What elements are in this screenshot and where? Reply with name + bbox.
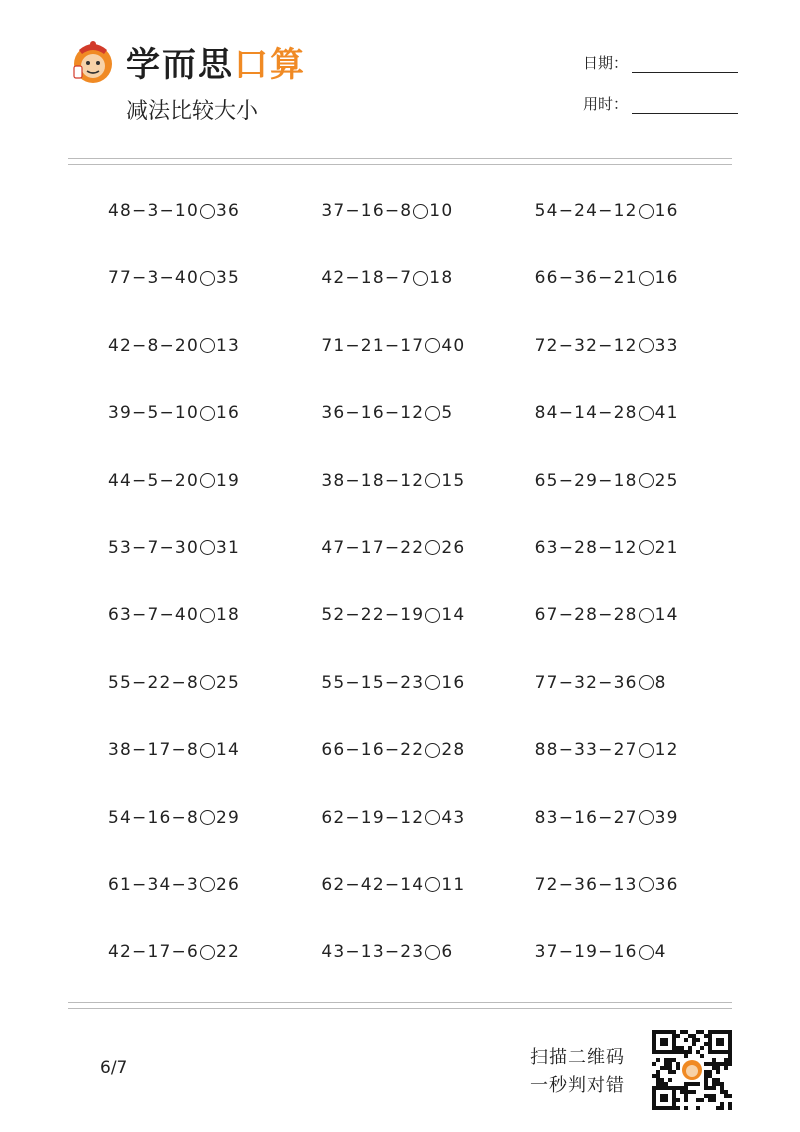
answer-circle[interactable] [639, 473, 654, 488]
answer-circle[interactable] [413, 204, 428, 219]
brand-main: 学而思 [126, 44, 234, 85]
problem-item [321, 535, 534, 561]
problem-expression: 54−24−12 [534, 201, 638, 221]
answer-circle[interactable] [200, 877, 215, 892]
answer-circle[interactable] [200, 204, 215, 219]
problem-item [321, 468, 534, 494]
problem-compare-value: 10 [429, 201, 454, 221]
answer-circle[interactable] [639, 675, 654, 690]
answer-circle[interactable] [425, 338, 440, 353]
answer-circle[interactable] [200, 945, 215, 960]
problem-item [108, 939, 321, 965]
problem-item [535, 400, 748, 426]
problem-item [321, 198, 534, 224]
problem-expression: 83−16−27 [534, 807, 638, 828]
answer-circle[interactable] [413, 271, 428, 286]
problem-item [108, 400, 321, 426]
answer-circle[interactable] [425, 540, 440, 555]
problem-expression: 66−36−21 [534, 268, 638, 289]
problem-item [535, 872, 748, 898]
problem-compare-value: 39 [654, 807, 679, 828]
problem-compare-value: 14 [654, 605, 679, 626]
problem-item [535, 468, 748, 494]
problem-compare-value: 36 [215, 201, 241, 221]
problem-item [108, 265, 321, 291]
answer-circle[interactable] [425, 406, 440, 421]
problem-expression: 42−18−7 [321, 268, 413, 289]
problem-row [108, 670, 748, 737]
problem-compare-value: 26 [441, 537, 466, 558]
bottom-divider [68, 1002, 732, 1009]
problem-row [108, 737, 748, 804]
qr-code-icon[interactable] [652, 1030, 732, 1110]
problem-row [108, 198, 748, 265]
logo [68, 36, 306, 86]
problem-compare-value: 41 [654, 403, 679, 424]
answer-circle[interactable] [425, 675, 440, 690]
problem-row [108, 535, 748, 602]
problem-item [108, 198, 321, 224]
problem-expression: 84−14−28 [534, 403, 638, 424]
problem-row [108, 333, 748, 400]
problem-expression: 63−28−12 [534, 537, 638, 558]
problem-compare-value: 11 [441, 874, 466, 895]
problem-compare-value: 40 [441, 335, 466, 356]
problem-item [535, 535, 748, 561]
date-blank[interactable] [632, 56, 738, 73]
problem-item [321, 939, 534, 965]
problem-expression: 62−42−14 [321, 874, 425, 895]
problem-expression: 52−22−19 [321, 605, 425, 626]
problem-expression: 36−16−12 [321, 403, 425, 424]
problem-item [535, 670, 748, 696]
worksheet-title: 减法比较大小 [126, 99, 259, 124]
answer-circle[interactable] [639, 204, 654, 219]
answer-circle[interactable] [425, 473, 440, 488]
problem-expression: 65−29−18 [534, 470, 638, 491]
problem-compare-value: 28 [441, 740, 466, 761]
problem-expression: 42−17−6 [108, 942, 199, 963]
problem-compare-value: 19 [215, 470, 241, 491]
problem-expression: 88−33−27 [534, 740, 638, 761]
scan-instruction [530, 1044, 625, 1100]
problem-expression: 71−21−17 [321, 335, 425, 356]
problem-item [321, 670, 534, 696]
answer-circle[interactable] [639, 877, 654, 892]
problem-expression: 47−17−22 [321, 537, 425, 558]
problem-grid [108, 198, 748, 1007]
answer-circle[interactable] [425, 877, 440, 892]
problem-expression: 62−19−12 [321, 807, 425, 828]
problem-item [535, 737, 748, 763]
problem-compare-value: 14 [215, 740, 241, 761]
problem-item [108, 737, 321, 763]
problem-compare-value: 25 [654, 470, 679, 491]
problem-expression: 37−16−8 [321, 201, 413, 221]
time-field [583, 93, 738, 114]
problem-item [321, 805, 534, 831]
problem-compare-value: 13 [215, 335, 241, 356]
problem-item [108, 602, 321, 628]
problem-row [108, 265, 748, 332]
problem-expression: 54−16−8 [108, 807, 199, 828]
top-divider [68, 158, 732, 165]
problem-expression: 39−5−10 [108, 403, 199, 424]
problem-item [535, 602, 748, 628]
answer-circle[interactable] [639, 743, 654, 758]
brand-title [126, 37, 306, 86]
problem-item [535, 265, 748, 291]
scan-line-1: 扫描二维码 [530, 1047, 625, 1068]
problem-compare-value: 18 [215, 605, 241, 626]
problem-compare-value: 33 [654, 335, 679, 356]
problem-item [321, 333, 534, 359]
problem-expression: 43−13−23 [321, 942, 425, 963]
scan-line-2: 一秒判对错 [530, 1075, 625, 1096]
date-label: 日期： [583, 54, 629, 72]
answer-circle[interactable] [639, 338, 654, 353]
problem-expression: 77−32−36 [534, 672, 638, 693]
answer-circle[interactable] [200, 810, 215, 825]
problem-compare-value: 43 [441, 807, 466, 828]
answer-circle[interactable] [639, 406, 654, 421]
problem-expression: 72−32−12 [534, 335, 638, 356]
problem-expression: 53−7−30 [108, 537, 199, 558]
problem-row [108, 939, 748, 1006]
problem-item [321, 737, 534, 763]
problem-compare-value: 12 [654, 740, 679, 761]
answer-circle[interactable] [200, 608, 215, 623]
problem-expression: 77−3−40 [108, 268, 199, 289]
problem-compare-value: 8 [654, 672, 667, 693]
answer-circle[interactable] [639, 945, 654, 960]
problem-expression: 67−28−28 [534, 605, 638, 626]
monkey-mascot-icon [68, 36, 118, 86]
problem-expression: 55−15−23 [321, 672, 425, 693]
problem-compare-value: 18 [429, 268, 454, 289]
problem-compare-value: 31 [215, 537, 241, 558]
problem-row [108, 872, 748, 939]
problem-item [321, 602, 534, 628]
problem-compare-value: 6 [441, 942, 454, 963]
problem-item [321, 872, 534, 898]
answer-circle[interactable] [639, 810, 654, 825]
answer-circle[interactable] [425, 945, 440, 960]
problem-item [108, 805, 321, 831]
problem-row [108, 602, 748, 669]
answer-circle[interactable] [200, 743, 215, 758]
problem-compare-value: 21 [654, 537, 679, 558]
problem-compare-value: 22 [215, 942, 241, 963]
problem-expression: 48−3−10 [108, 201, 199, 221]
time-label: 用时： [583, 95, 629, 113]
problem-item [108, 333, 321, 359]
answer-circle[interactable] [200, 473, 215, 488]
problem-item [535, 939, 748, 965]
answer-circle[interactable] [200, 675, 215, 690]
page-number: 6/7 [100, 1058, 128, 1078]
problem-item [108, 872, 321, 898]
problem-expression: 61−34−3 [108, 874, 199, 895]
problem-expression: 55−22−8 [108, 672, 199, 693]
problem-expression: 63−7−40 [108, 605, 199, 626]
problem-item [108, 535, 321, 561]
problem-compare-value: 16 [441, 672, 466, 693]
answer-circle[interactable] [425, 608, 440, 623]
problem-item [535, 805, 748, 831]
problem-compare-value: 16 [215, 403, 241, 424]
time-blank[interactable] [632, 97, 738, 114]
problem-compare-value: 4 [654, 942, 667, 963]
date-field [583, 52, 738, 73]
problem-row [108, 805, 748, 872]
answer-circle[interactable] [200, 406, 215, 421]
problem-expression: 38−18−12 [321, 470, 425, 491]
problem-compare-value: 36 [654, 874, 679, 895]
problem-item [535, 198, 748, 224]
problem-row [108, 400, 748, 467]
problem-compare-value: 29 [215, 807, 241, 828]
problem-expression: 72−36−13 [534, 874, 638, 895]
brand-accent: 口算 [234, 44, 306, 85]
problem-expression: 42−8−20 [108, 335, 199, 356]
problem-expression: 66−16−22 [321, 740, 425, 761]
problem-compare-value: 16 [654, 268, 679, 289]
problem-row [108, 468, 748, 535]
problem-compare-value: 14 [441, 605, 466, 626]
problem-item [321, 265, 534, 291]
answer-circle[interactable] [425, 810, 440, 825]
problem-compare-value: 5 [441, 403, 454, 424]
problem-item [321, 400, 534, 426]
problem-item [108, 468, 321, 494]
problem-compare-value: 35 [215, 268, 241, 289]
problem-item [535, 333, 748, 359]
problem-compare-value: 15 [441, 470, 466, 491]
problem-compare-value: 26 [215, 874, 241, 895]
answer-circle[interactable] [639, 540, 654, 555]
problem-expression: 38−17−8 [108, 740, 199, 761]
answer-circle[interactable] [200, 540, 215, 555]
problem-item [108, 670, 321, 696]
problem-expression: 44−5−20 [108, 470, 199, 491]
answer-circle[interactable] [200, 338, 215, 353]
answer-circle[interactable] [425, 743, 440, 758]
problem-compare-value: 16 [654, 201, 679, 221]
answer-circle[interactable] [639, 608, 654, 623]
answer-circle[interactable] [639, 271, 654, 286]
answer-circle[interactable] [200, 271, 215, 286]
problem-compare-value: 25 [215, 672, 241, 693]
problem-expression: 37−19−16 [534, 942, 638, 963]
